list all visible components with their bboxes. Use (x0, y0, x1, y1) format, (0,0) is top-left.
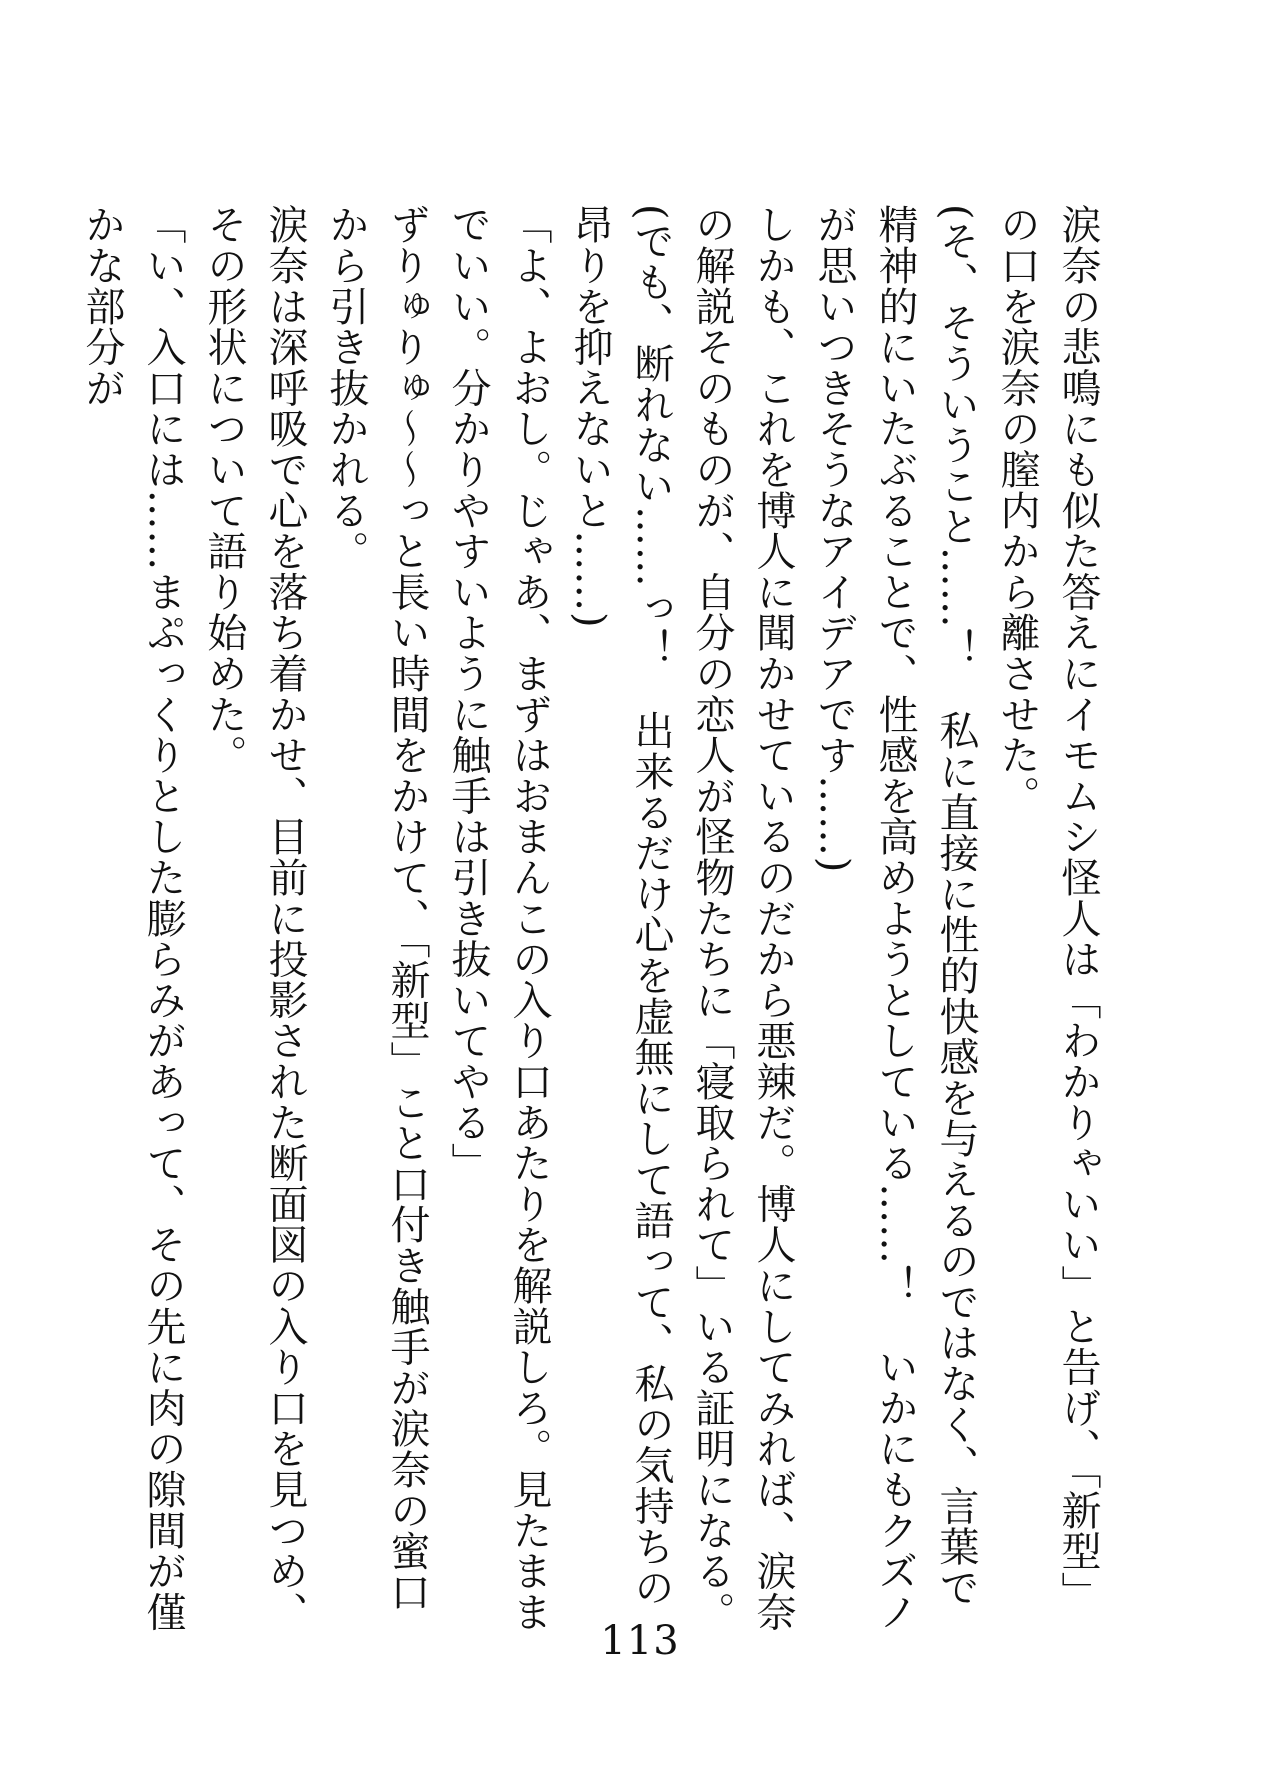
paragraph: (そ、そういうこと……！ 私に直接に性的快感を与えるのではなく、言葉で精神的にいたぶることで、性感を高めようとしている……！ いかにもクズノが思いつきそうなアイデアです……) (811, 204, 979, 1632)
page-number: 113 (600, 1618, 680, 1664)
paragraph: ずりゅりゅ〜〜っと長い時間をかけて、「新型」こと口付き触手が涙奈の蜜口から引き抜かれる。 (323, 204, 430, 1612)
paragraph: 「よ、よおし。じゃあ、まずはおまんこの入り口あたりを解説しろ。見たままでいい。分かりやすいように触手は引き抜いてやる」 (445, 204, 552, 1632)
vertical-body-text (79, 204, 1108, 1644)
paragraph: 「い、入口には……まぷっくりとした膨らみがあって、その先に肉の隙間が僅かな部分が (79, 204, 186, 1632)
paragraph: 涙奈の悲鳴にも似た答えにイモムシ怪人は「わかりゃいい」と告げ、「新型」の口を涙奈の膣内から離させた。 (994, 204, 1101, 1612)
paragraph: しかも、これを博人に聞かせているのだから悪辣だ。博人にしてみれば、涙奈の解説そのものが、自分の恋人が怪物たちに「寝取られて」いる証明になる。 (689, 204, 796, 1632)
paragraph: 涙奈は深呼吸で心を落ち着かせ、目前に投影された断面図の入り口を見つめ、その形状について語り始めた。 (201, 204, 308, 1632)
paragraph: (でも、断れない……っ！ 出来るだけ心を虚無にして語って、私の気持ちの昂りを抑えないと……) (567, 204, 674, 1608)
